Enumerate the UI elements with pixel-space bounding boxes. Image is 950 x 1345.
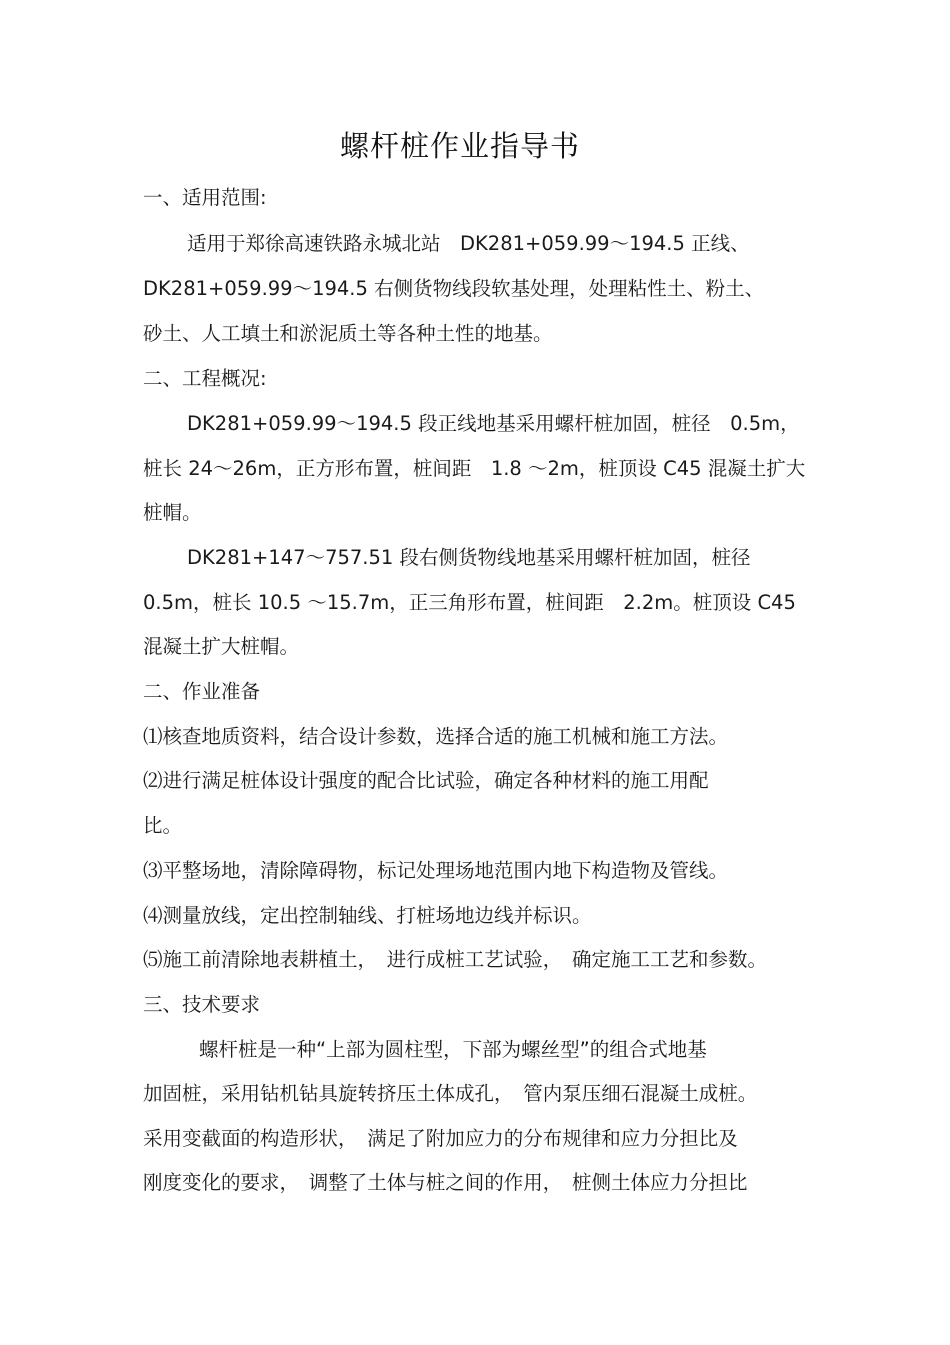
list-item: ⑷测量放线，定出控制轴线、打桩场地边线并标识。 bbox=[143, 904, 592, 927]
document-title: 螺杆桩作业指导书 bbox=[339, 129, 580, 163]
paragraph-line: 加固桩，采用钻机钻具旋转挤压土体成孔， 管内泵压细石混凝土成桩。 bbox=[143, 1082, 758, 1105]
section-heading-requirements: 三、技术要求 bbox=[143, 993, 261, 1016]
paragraph-line: 采用变截面的构造形状， 满足了附加应力的分布规律和应力分担比及 bbox=[143, 1127, 738, 1150]
paragraph-line: 0.5m，桩长 10.5 ～15.7m，正三角形布置，桩间距 2.2m。桩顶设 C45 bbox=[143, 591, 796, 614]
paragraph-line: 适用于郑徐高速铁路永城北站 DK281+059.99～194.5 正线、 bbox=[187, 232, 750, 255]
list-item: ⑸施工前清除地表耕植土， 进行成桩工艺试验， 确定施工工艺和参数。 bbox=[143, 948, 768, 971]
section-heading-scope: 一、适用范围: bbox=[143, 186, 267, 209]
paragraph-line: 砂土、人工填土和淤泥质土等各种土性的地基。 bbox=[143, 322, 553, 345]
paragraph-line: 桩帽。 bbox=[143, 501, 202, 524]
paragraph-line: 桩长 24～26m，正方形布置，桩间距 1.8 ～2m，桩顶设 C45 混凝土扩大 bbox=[143, 457, 806, 480]
section-heading-preparation: 二、作业准备 bbox=[143, 680, 261, 703]
paragraph-line: DK281+147～757.51 段右侧货物线地基采用螺杆桩加固，桩径 bbox=[187, 546, 751, 569]
section-heading-overview: 二、工程概况: bbox=[143, 367, 267, 390]
paragraph-line: DK281+059.99～194.5 右侧货物线段软基处理，处理粘性土、粉土、 bbox=[143, 277, 765, 300]
paragraph-line: 刚度变化的要求， 调整了土体与桩之间的作用， 桩侧土体应力分担比 bbox=[143, 1171, 748, 1194]
list-item: ⑵进行满足桩体设计强度的配合比试验，确定各种材料的施工用配 bbox=[143, 769, 709, 792]
paragraph-line: 混凝土扩大桩帽。 bbox=[143, 635, 300, 658]
list-item: ⑴核查地质资料，结合设计参数，选择合适的施工机械和施工方法。 bbox=[143, 725, 729, 748]
list-item: ⑶平整场地，清除障碍物，标记处理场地范围内地下构造物及管线。 bbox=[143, 859, 729, 882]
paragraph-line: 螺杆桩是一种“上部为圆柱型，下部为螺丝型”的组合式地基 bbox=[199, 1038, 707, 1061]
list-item-continuation: 比。 bbox=[143, 814, 183, 837]
paragraph-line: DK281+059.99～194.5 段正线地基采用螺杆桩加固，桩径 0.5m， bbox=[187, 412, 800, 435]
